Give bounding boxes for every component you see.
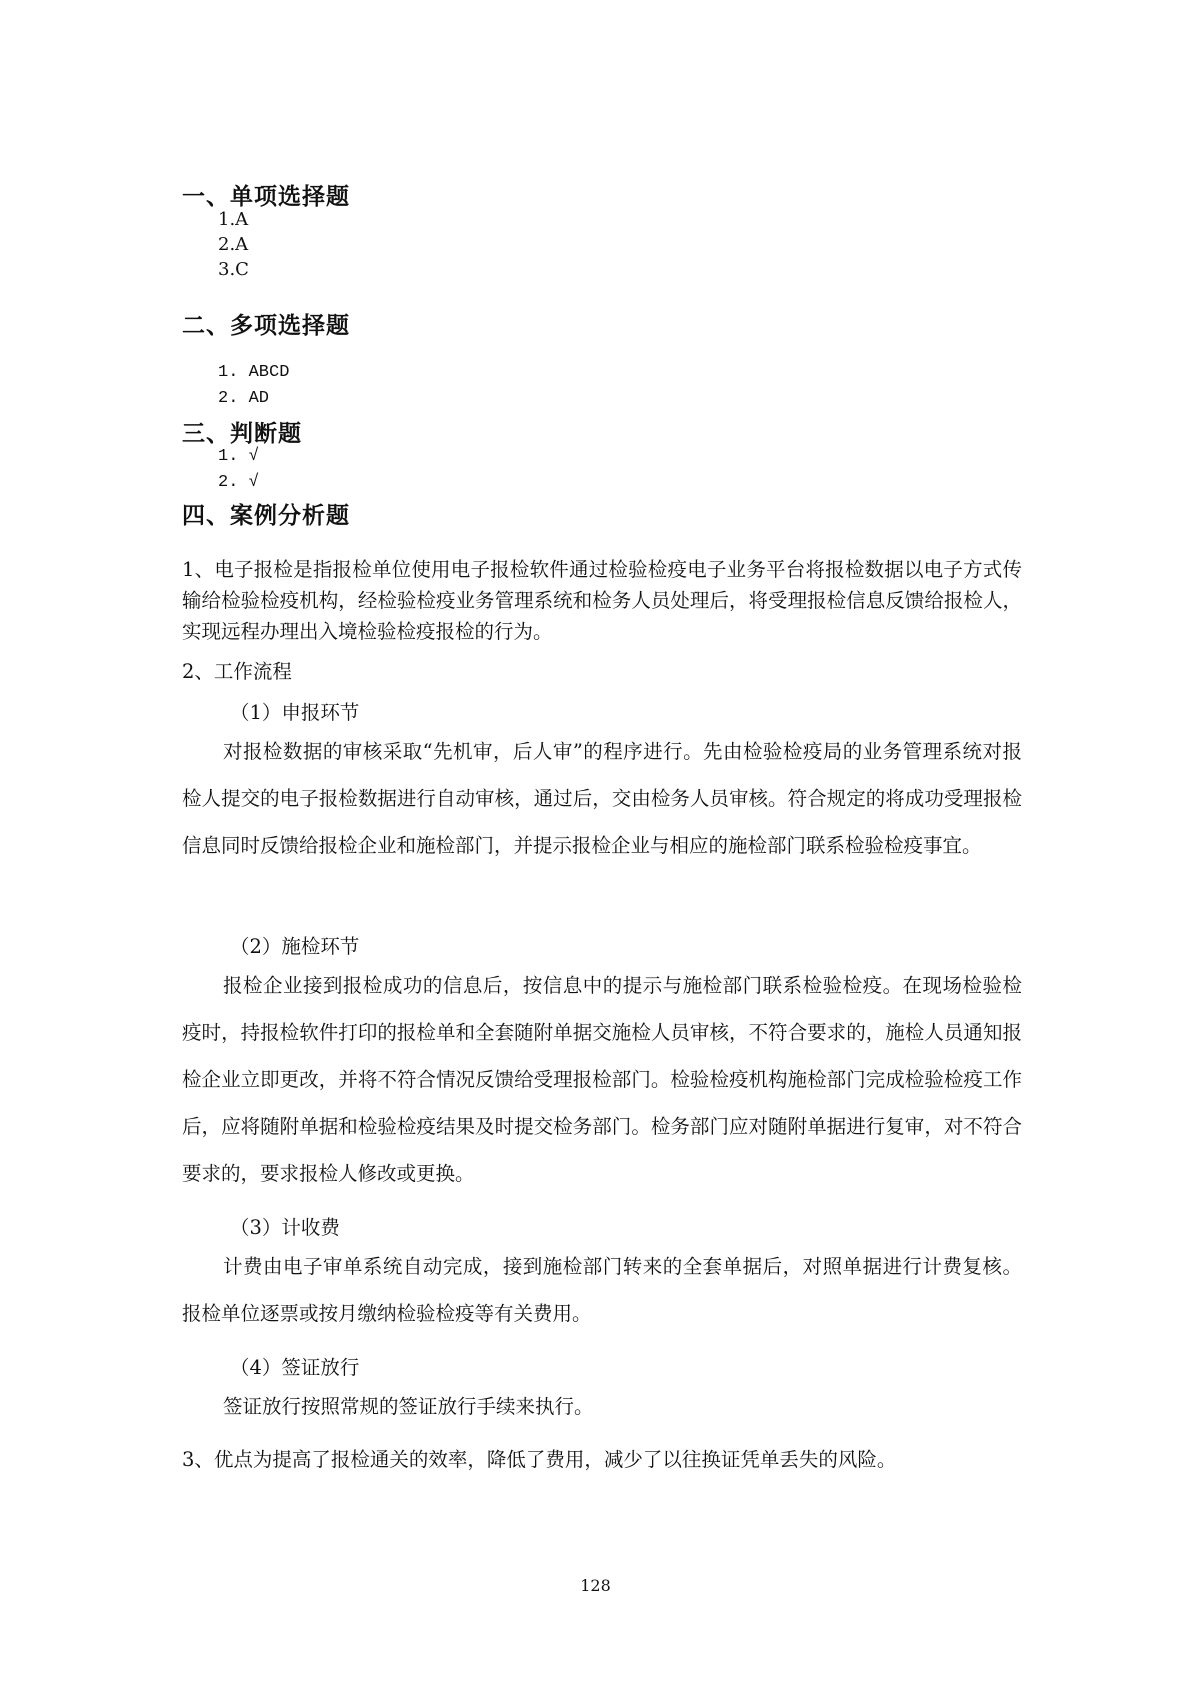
answer-item: 2.A xyxy=(218,234,249,255)
answer-item: 2. AD xyxy=(218,389,270,408)
case-answer-2-label: 2、工作流程 xyxy=(182,660,292,683)
step-1-text: 对报检数据的审核采取“先机审，后人审”的程序进行。先由检验检疫局的业务管理系统对报检人提交的电子报检数据进行自动审核，通过后，交由检务人员审核。符合规定的将成功受理报检信息同时反馈给报检企业和施检部门，并提示报检企业与相应的施检部门联系检验检疫事宜。 xyxy=(182,740,1022,857)
case-answer-1: 1、电子报检是指报检单位使用电子报检软件通过检验检疫电子业务平台将报检数据以电子方式传输给检验检疫机构，经检验检疫业务管理系统和检务人员处理后，将受理报检信息反馈给报检人，实现远程办理出入境检验检疫报检的行为。 xyxy=(182,558,1022,643)
answer-item: 1.A xyxy=(218,209,249,230)
step-3-label: （3）计收费 xyxy=(230,1216,340,1239)
page-number: 128 xyxy=(580,1576,611,1595)
step-1-label: （1）申报环节 xyxy=(230,701,360,724)
answer-item: 1. ABCD xyxy=(218,363,290,382)
section-heading-multiple-choice: 二、多项选择题 xyxy=(182,313,350,339)
section-heading-single-choice: 一、单项选择题 xyxy=(182,184,350,210)
step-2-label: （2）施检环节 xyxy=(230,935,360,958)
case-answer-3: 3、优点为提高了报检通关的效率，降低了费用，减少了以往换证凭单丢失的风险。 xyxy=(182,1448,897,1471)
step-4-text: 签证放行按照常规的签证放行手续来执行。 xyxy=(223,1395,594,1418)
step-2-text: 报检企业接到报检成功的信息后，按信息中的提示与施检部门联系检验检疫。在现场检验检疫时，持报检软件打印的报检单和全套随附单据交施检人员审核，不符合要求的，施检人员通知报检企业立即更改，并将不符合情况反馈给受理报检部门。检验检疫机构施检部门完成检验检疫工作后，应将随附单据和检验检疫结果及时提交检务部门。检务部门应对随附单据进行复审，对不符合要求的，要求报检人修改或更换。 xyxy=(182,974,1022,1185)
answer-item: 1. √ xyxy=(218,447,259,466)
step-3-text: 计费由电子审单系统自动完成，接到施检部门转来的全套单据后，对照单据进行计费复核。报检单位逐票或按月缴纳检验检疫等有关费用。 xyxy=(182,1255,1022,1325)
answer-item: 2. √ xyxy=(218,473,259,492)
section-heading-case-analysis: 四、案例分析题 xyxy=(182,503,350,529)
step-4-label: （4）签证放行 xyxy=(230,1356,360,1379)
section-heading-true-false: 三、判断题 xyxy=(182,421,302,447)
answer-item: 3.C xyxy=(218,259,249,280)
